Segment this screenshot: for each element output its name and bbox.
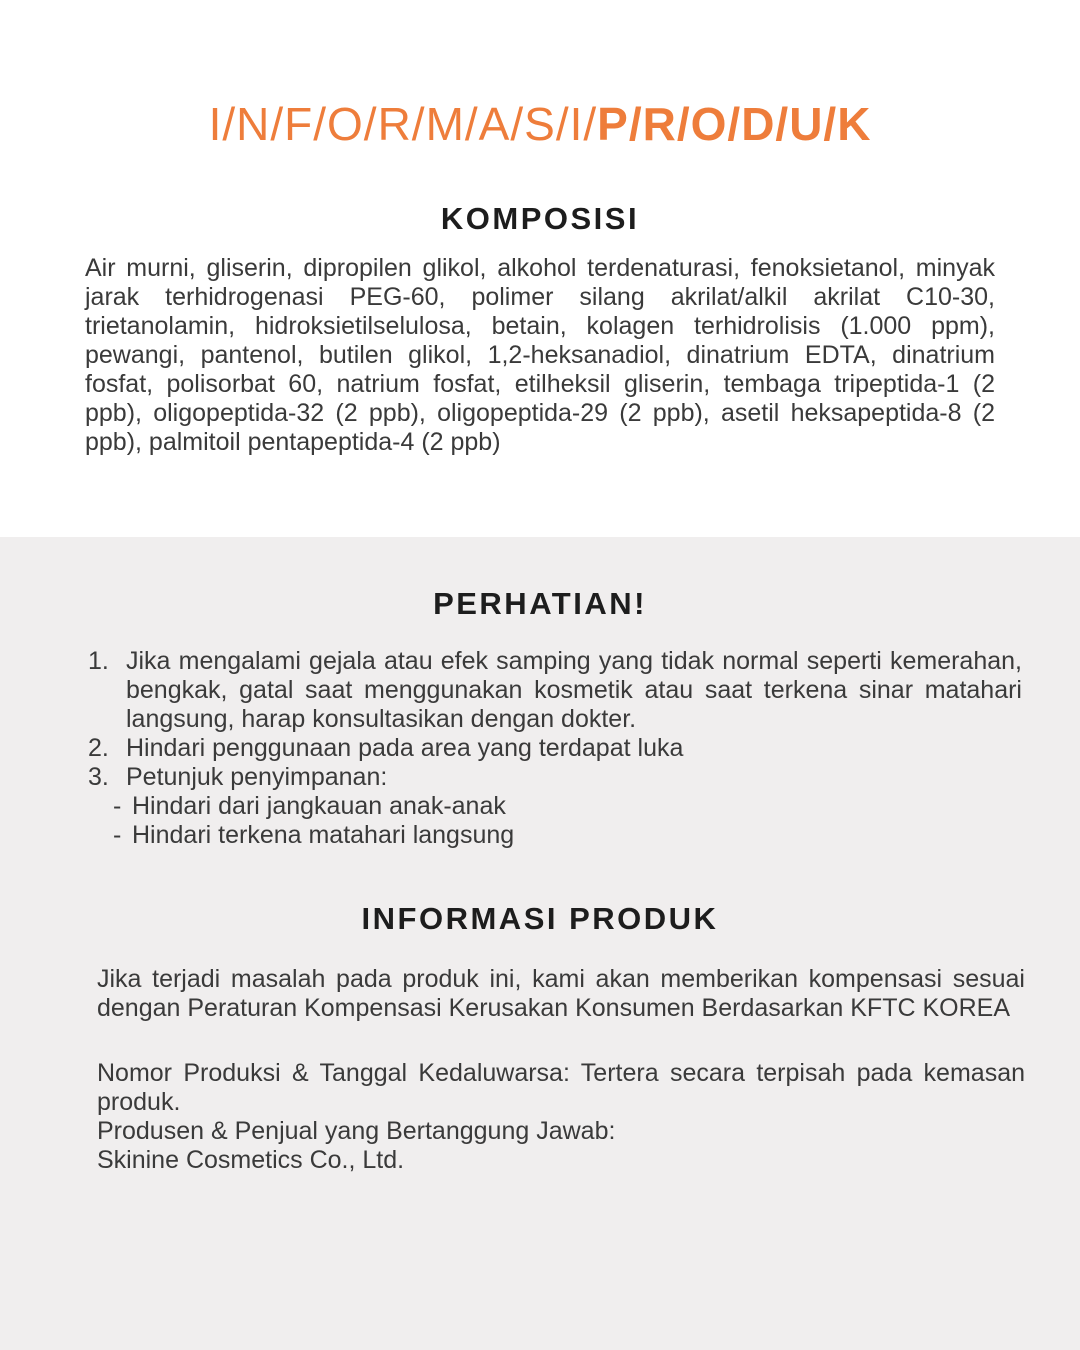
komposisi-title: KOMPOSISI: [440, 201, 640, 236]
list-item-number: 3.: [88, 763, 109, 791]
manufacturer-name: Skinine Cosmetics Co., Ltd.: [97, 1146, 405, 1174]
komposisi-ingredients-paragraph: Air murni, gliserin, dipropilen glikol, alkohol terdenaturasi, fenoksietanol, minyak jarak terhidrogenasi PEG-60, polimer silang akrilat/alkil akrilat C10-30, trietanolamin, hidroksietilselulosa, betain, kolagen terhidrolisis (1.000 ppm), pewangi, pantenol, butilen glikol, 1,2-heksanadiol, dinatrium EDTA, dinatrium fosfat, polisorbat 60, natrium fosfat, etilheksil gliserin, tembaga tripeptida-1 (2 ppb), oligopeptida-32 (2 ppb), oligopeptida-29 (2 ppb), asetil heksapeptida-8 (2 ppb), palmitoil pentapeptida-4 (2 ppb): [85, 254, 995, 456]
brand-header-light-text: I/N/F/O/R/M/A/S/I/: [208, 98, 598, 150]
warning-list: [88, 647, 1022, 850]
perhatian-title: PERHATIAN!: [433, 586, 647, 621]
list-item-number: 2.: [88, 734, 109, 762]
list-item-text: Petunjuk penyimpanan:: [126, 763, 388, 791]
list-item-text: Hindari penggunaan pada area yang terdapat luka: [126, 734, 684, 762]
manufacturer-label: Produsen & Penjual yang Bertanggung Jawab:: [97, 1117, 616, 1145]
informasi-produk-title: INFORMASI PRODUK: [361, 901, 719, 936]
list-item-text: Jika mengalami gejala atau efek samping yang tidak normal seperti kemerahan, bengkak, gatal saat menggunakan kosmetik atau saat terkena sinar matahari langsung, harap konsultasikan dengan dokter.: [126, 647, 1022, 733]
warning-and-info-section: [0, 537, 1080, 1350]
dash-bullet: -: [113, 821, 122, 849]
brand-header: [0, 96, 1080, 152]
storage-note: [113, 792, 1022, 821]
composition-section: [0, 0, 1080, 457]
list-item: [88, 734, 1022, 763]
list-item: [88, 763, 1022, 792]
dash-bullet: -: [113, 792, 122, 820]
storage-note: [113, 821, 1022, 850]
compensation-paragraph: Jika terjadi masalah pada produk ini, kami akan memberikan kompensasi sesuai dengan Peraturan Kompensasi Kerusakan Konsumen Berdasarkan KFTC KOREA: [97, 965, 1025, 1022]
storage-note-text: Hindari terkena matahari langsung: [132, 821, 515, 849]
list-item: [88, 647, 1022, 734]
storage-note-text: Hindari dari jangkauan anak-anak: [132, 792, 506, 820]
list-item-number: 1.: [88, 647, 109, 675]
brand-header-bold-text: P/R/O/D/U/K: [597, 98, 872, 150]
production-date-paragraph: Nomor Produksi & Tanggal Kedaluwarsa: Tertera secara terpisah pada kemasan produk.: [97, 1059, 1025, 1116]
